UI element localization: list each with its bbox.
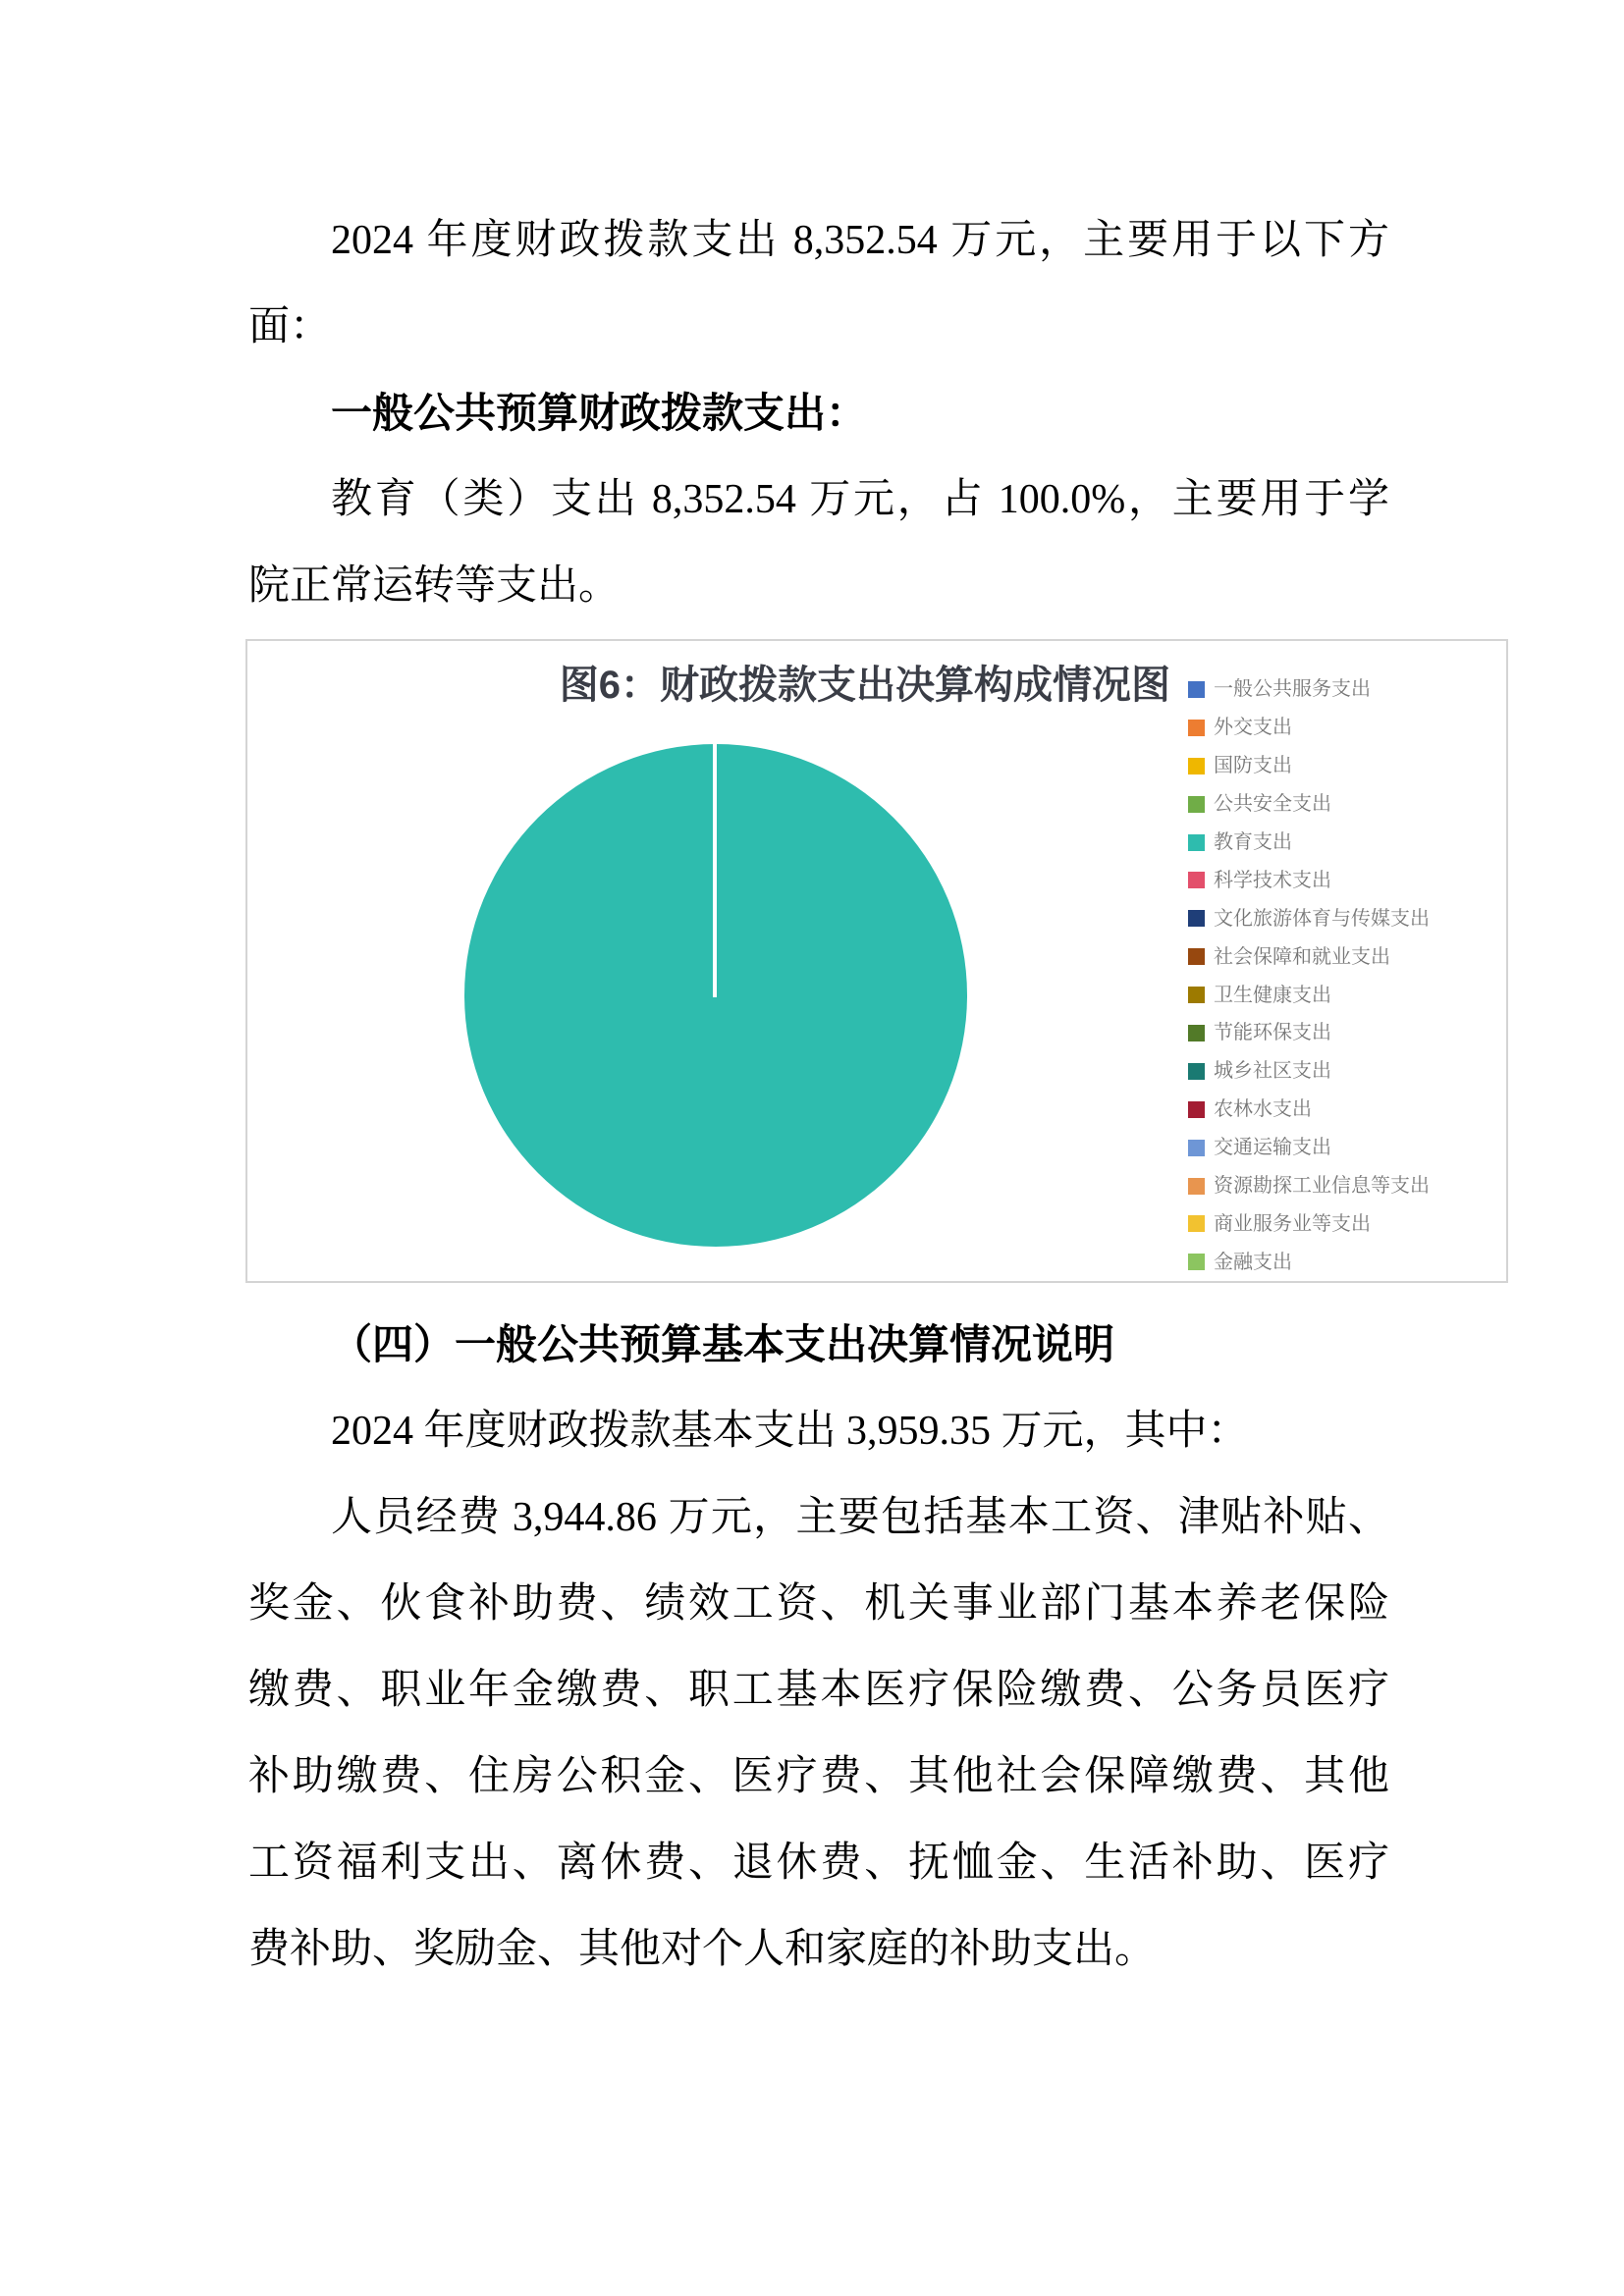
legend-label: 文化旅游体育与传媒支出 <box>1214 907 1430 930</box>
chart-title: 图6：财政拨款支出决算构成情况图 <box>559 664 1170 707</box>
legend-swatch-icon <box>1188 1140 1205 1156</box>
legend-swatch-icon <box>1188 1215 1205 1232</box>
legend-swatch-icon <box>1188 1063 1205 1080</box>
text-line: 奖金、伙食补助费、绩效工资、机关事业部门基本养老保险 <box>248 1581 1389 1627</box>
legend-swatch-icon <box>1188 681 1205 698</box>
legend-label: 教育支出 <box>1214 831 1292 853</box>
text-line: 面： <box>248 304 332 349</box>
legend-label: 科学技术支出 <box>1214 869 1331 891</box>
legend-label: 国防支出 <box>1214 755 1292 777</box>
legend-swatch-icon <box>1188 1101 1205 1118</box>
legend-swatch-icon <box>1188 948 1205 965</box>
text-line: 补助缴费、住房公积金、医疗费、其他社会保障缴费、其他 <box>248 1754 1389 1799</box>
text-line: 缴费、职业年金缴费、职工基本医疗保险缴费、公务员医疗 <box>248 1668 1389 1713</box>
legend-item <box>1188 1243 1502 1281</box>
legend-label: 公共安全支出 <box>1214 793 1331 816</box>
legend-item <box>1188 670 1502 709</box>
legend-item <box>1188 1052 1502 1091</box>
legend-swatch-icon <box>1188 872 1205 888</box>
legend-item <box>1188 824 1502 862</box>
legend-label: 商业服务业等支出 <box>1214 1212 1371 1235</box>
legend-swatch-icon <box>1188 1178 1205 1195</box>
text-line: 教育（类）支出 8,352.54 万元，占 100.0%，主要用于学 <box>331 477 1389 522</box>
text-line: 工资福利支出、离休费、退休费、抚恤金、生活补助、医疗 <box>248 1841 1389 1886</box>
legend-label: 节能环保支出 <box>1214 1022 1331 1044</box>
legend-item <box>1188 785 1502 824</box>
legend-item <box>1188 899 1502 937</box>
legend-swatch-icon <box>1188 796 1205 813</box>
legend-label: 社会保障和就业支出 <box>1214 945 1390 968</box>
legend-item <box>1188 1014 1502 1052</box>
legend-item <box>1188 747 1502 785</box>
pie-slice-border <box>713 744 717 997</box>
legend-swatch-icon <box>1188 834 1205 851</box>
legend-swatch-icon <box>1188 720 1205 736</box>
legend-item <box>1188 861 1502 899</box>
legend-swatch-icon <box>1188 910 1205 927</box>
text-line: 费补助、奖励金、其他对个人和家庭的补助支出。 <box>248 1927 1157 1972</box>
legend-label: 外交支出 <box>1214 717 1292 739</box>
legend-label: 一般公共服务支出 <box>1214 678 1371 701</box>
text-line: 院正常运转等支出。 <box>248 563 621 609</box>
legend-swatch-icon <box>1188 1025 1205 1041</box>
legend-label: 城乡社区支出 <box>1214 1060 1331 1083</box>
paragraph-block-top <box>248 197 1389 629</box>
legend-label: 金融支出 <box>1214 1251 1292 1273</box>
text-line: 2024 年度财政拨款支出 8,352.54 万元，主要用于以下方 <box>331 218 1389 263</box>
text-line: 2024 年度财政拨款基本支出 3,959.35 万元，其中： <box>331 1409 1249 1454</box>
legend-item <box>1188 1167 1502 1205</box>
paragraph-block-bottom <box>248 1302 1389 1993</box>
legend-item <box>1188 937 1502 976</box>
legend-swatch-icon <box>1188 758 1205 774</box>
legend-label: 农林水支出 <box>1214 1098 1312 1121</box>
legend-swatch-icon <box>1188 1254 1205 1270</box>
legend-label: 资源勘探工业信息等支出 <box>1214 1175 1430 1198</box>
heading-line: 一般公共预算财政拨款支出： <box>331 390 868 436</box>
legend-label: 交通运输支出 <box>1214 1137 1331 1159</box>
legend-item <box>1188 976 1502 1014</box>
legend-item <box>1188 1091 1502 1129</box>
figure6-chart <box>245 639 1508 1283</box>
legend-item <box>1188 1204 1502 1243</box>
legend-item <box>1188 1129 1502 1167</box>
heading-line: （四）一般公共预算基本支出决算情况说明 <box>331 1321 1115 1367</box>
text-line: 人员经费 3,944.86 万元，主要包括基本工资、津贴补贴、 <box>331 1495 1389 1540</box>
legend-item <box>1188 709 1502 747</box>
chart-legend <box>1188 670 1502 1281</box>
legend-swatch-icon <box>1188 987 1205 1003</box>
legend-label: 卫生健康支出 <box>1214 984 1331 1006</box>
